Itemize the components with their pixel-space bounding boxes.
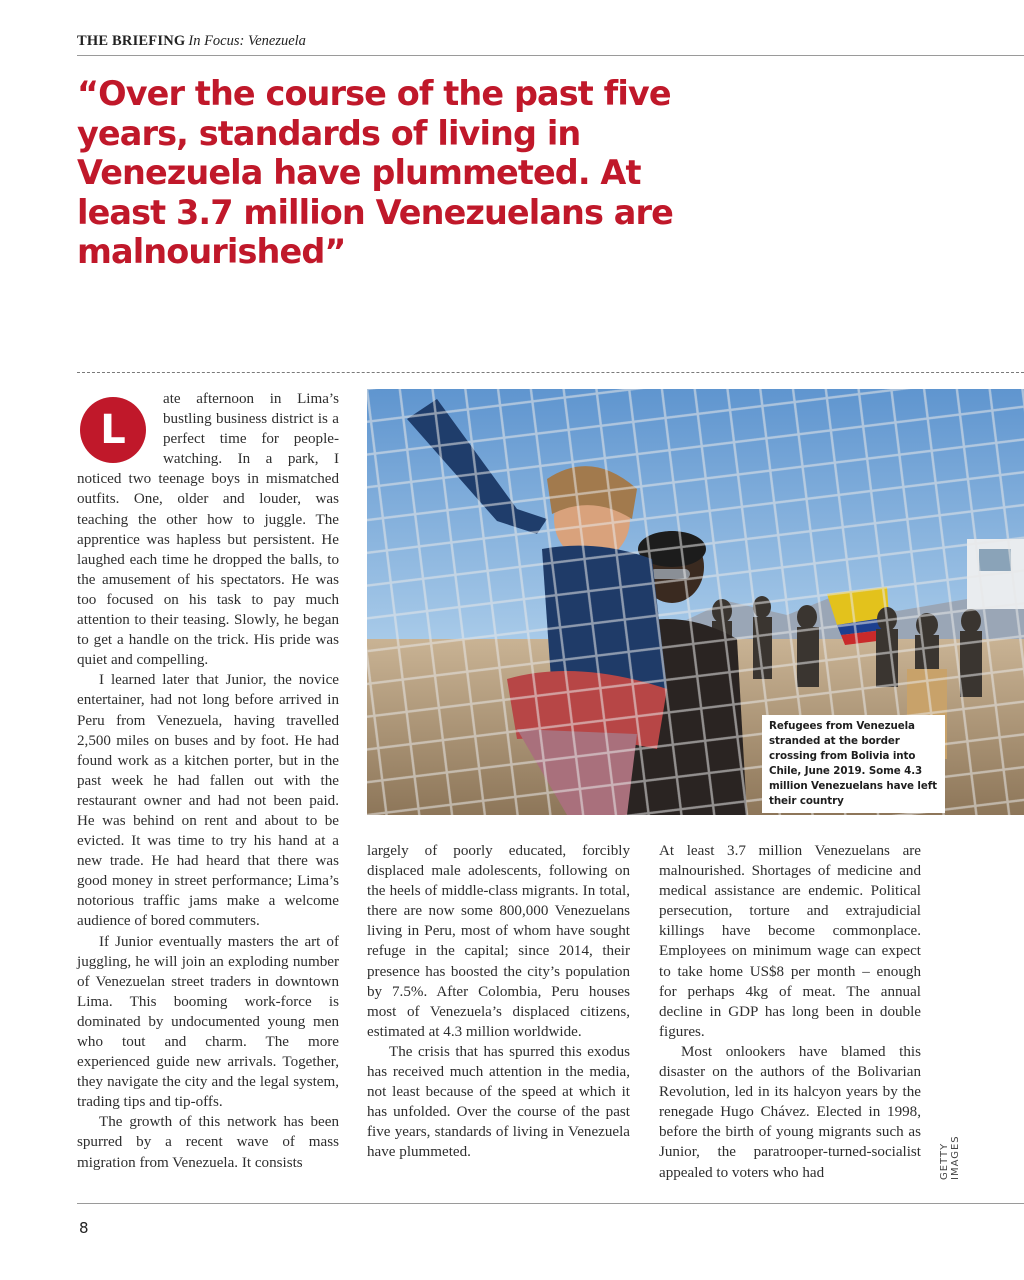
article-paragraph: Most onlookers have blamed this disaster on the authors of the Bolivarian Revolution, led in its halcyon years by the renegade Hugo Chávez. Elected in 1998, before the birth of young migrants such as Junior, the paratrooper-turned-socialist appealed to voters who had	[659, 1043, 921, 1181]
article-column-2	[367, 841, 630, 1163]
article-column-1	[77, 389, 339, 1173]
photo-credit: GETTY IMAGES	[939, 1135, 961, 1180]
pull-quote: “Over the course of the past five years, standards of living in Venezuela have plummeted. At least 3.7 million Venezuelans are malnourished”	[77, 74, 673, 271]
article-paragraph: If Junior eventually masters the art of juggling, he will join an exploding number of Venezuelan street traders in downtown Lima. This booming work-force is dominated by undocumented young men who tout and charm. The more experienced guide new arrivals. Together, they navigate the city and the legal system, trading tips and tip-offs.	[77, 933, 339, 1111]
section-title: In Focus: Venezuela	[188, 33, 306, 49]
drop-cap: L	[80, 397, 146, 463]
article-paragraph	[77, 389, 339, 670]
dashed-divider	[77, 372, 1024, 373]
article-paragraph: At least 3.7 million Venezuelans are malnourished. Shortages of medicine and medical assistance are endemic. Political persecution, torture and extrajudicial killings have become commonplace. Employees on minimum wage can expect to take home US$8 per month – enough for perhaps 4kg of meat. The annual decline in GDP has long been in double figures.	[659, 843, 921, 1040]
header-divider	[77, 55, 1024, 56]
photo-caption: Refugees from Venezuela stranded at the border crossing from Bolivia into Chile, June 2019. Some 4.3 million Venezuelans have left their country	[762, 715, 945, 813]
paragraph-text: ate afternoon in Lima’s bustling business district is a perfect time for people-watching. In a park, I noticed two teenage boys in mismatched outfits. One, older and louder, was teaching the other how to juggle. The apprentice was hapless but persistent. He laughed each time he dropped the balls, to the amusement of his spectators. He was too focused on his task to pay much attention to their teasing. Slowly, he began to get a handle on the trick. His pride was quiet and compelling.	[77, 391, 339, 669]
article-paragraph: The growth of this network has been spurred by a recent wave of mass migration from Venezuela. It consists	[77, 1114, 339, 1171]
page-number: 8	[79, 1219, 89, 1237]
publication-section-name: THE BRIEFING	[77, 33, 186, 49]
article-paragraph: largely of poorly educated, forcibly displaced male adolescents, following on the heels of middle-class migrants. In total, there are now some 800,000 Venezuelans living in Peru, most of whom have sought refuge in the capital; since 2014, their presence has boosted the city’s population by 7.5%. After Colombia, Peru houses most of Venezuela’s displaced citizens, estimated at 4.3 million worldwide.	[367, 843, 630, 1040]
footer-divider	[77, 1203, 1024, 1204]
article-column-3	[659, 841, 921, 1183]
article-paragraph: I learned later that Junior, the novice entertainer, had not long before arrived in Peru from Venezuela, having travelled 2,500 miles on buses and by foot. He had found work as a kitchen porter, but in the past week he had fallen out with the restaurant owner and had not been paid. He was behind on rent and about to be evicted. It was time to try his hand at a new trade. He had heard that there was good money in street performance; Lima’s notorious traffic jams make a welcome audience of bored commuters.	[77, 672, 339, 930]
running-header	[77, 33, 306, 50]
article-paragraph: The crisis that has spurred this exodus has received much attention in the media, not least because of the speed at which it has unfolded. Over the course of the past five years, standards of living in Venezuela have plummeted.	[367, 1043, 630, 1161]
